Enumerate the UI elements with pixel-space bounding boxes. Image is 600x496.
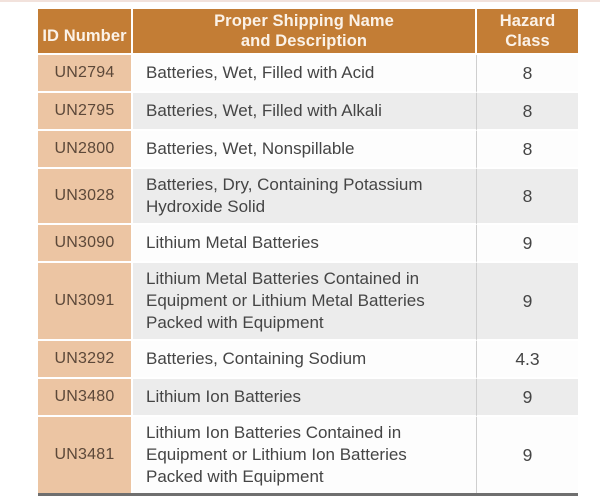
hazard-class-cell: 8 bbox=[477, 55, 578, 93]
table-row bbox=[38, 55, 578, 93]
description-cell: Batteries, Containing Sodium bbox=[133, 341, 477, 379]
table-row bbox=[38, 131, 578, 169]
column-header-hazard-class bbox=[477, 9, 578, 55]
description-cell: Lithium Metal Batteries Contained in Equipment or Lithium Metal Batteries Packed with Equipment bbox=[133, 263, 477, 341]
hazard-class-cell: 4.3 bbox=[477, 341, 578, 379]
description-cell: Batteries, Wet, Filled with Acid bbox=[133, 55, 477, 93]
description-cell: Batteries, Wet, Filled with Alkali bbox=[133, 93, 477, 131]
id-number-cell: UN3091 bbox=[38, 263, 133, 341]
id-number-cell: UN2795 bbox=[38, 93, 133, 131]
header-label-line2: Class bbox=[505, 32, 550, 50]
hazard-class-cell: 9 bbox=[477, 417, 578, 493]
id-number-cell: UN2794 bbox=[38, 55, 133, 93]
table-header-row bbox=[38, 9, 578, 55]
column-header-shipping-name bbox=[133, 9, 477, 55]
table-row bbox=[38, 379, 578, 417]
table-row bbox=[38, 263, 578, 341]
table-row bbox=[38, 341, 578, 379]
table-row bbox=[38, 93, 578, 131]
table-row bbox=[38, 417, 578, 493]
header-label-line1: Hazard bbox=[499, 12, 556, 30]
hazard-class-cell: 9 bbox=[477, 379, 578, 417]
header-label-line2: and Description bbox=[240, 32, 368, 50]
header-label: ID Number bbox=[42, 27, 127, 45]
table-row bbox=[38, 225, 578, 263]
hazard-class-cell: 9 bbox=[477, 263, 578, 341]
hazard-class-cell: 9 bbox=[477, 225, 578, 263]
hazard-class-cell: 8 bbox=[477, 131, 578, 169]
id-number-cell: UN3481 bbox=[38, 417, 133, 493]
table-row bbox=[38, 169, 578, 225]
description-cell: Lithium Ion Batteries bbox=[133, 379, 477, 417]
description-cell: Batteries, Dry, Containing Potassium Hydroxide Solid bbox=[133, 169, 477, 225]
id-number-cell: UN3292 bbox=[38, 341, 133, 379]
id-number-cell: UN3028 bbox=[38, 169, 133, 225]
column-header-id-number bbox=[38, 9, 133, 55]
id-number-cell: UN2800 bbox=[38, 131, 133, 169]
hazard-class-cell: 8 bbox=[477, 169, 578, 225]
description-cell: Batteries, Wet, Nonspillable bbox=[133, 131, 477, 169]
hazmat-shipping-table bbox=[38, 9, 578, 496]
id-number-cell: UN3480 bbox=[38, 379, 133, 417]
description-cell: Lithium Metal Batteries bbox=[133, 225, 477, 263]
description-cell: Lithium Ion Batteries Contained in Equipment or Lithium Ion Batteries Packed with Equipment bbox=[133, 417, 477, 493]
id-number-cell: UN3090 bbox=[38, 225, 133, 263]
top-edge-strip bbox=[0, 0, 600, 2]
hazard-class-cell: 8 bbox=[477, 93, 578, 131]
header-label-line1: Proper Shipping Name bbox=[214, 12, 394, 30]
